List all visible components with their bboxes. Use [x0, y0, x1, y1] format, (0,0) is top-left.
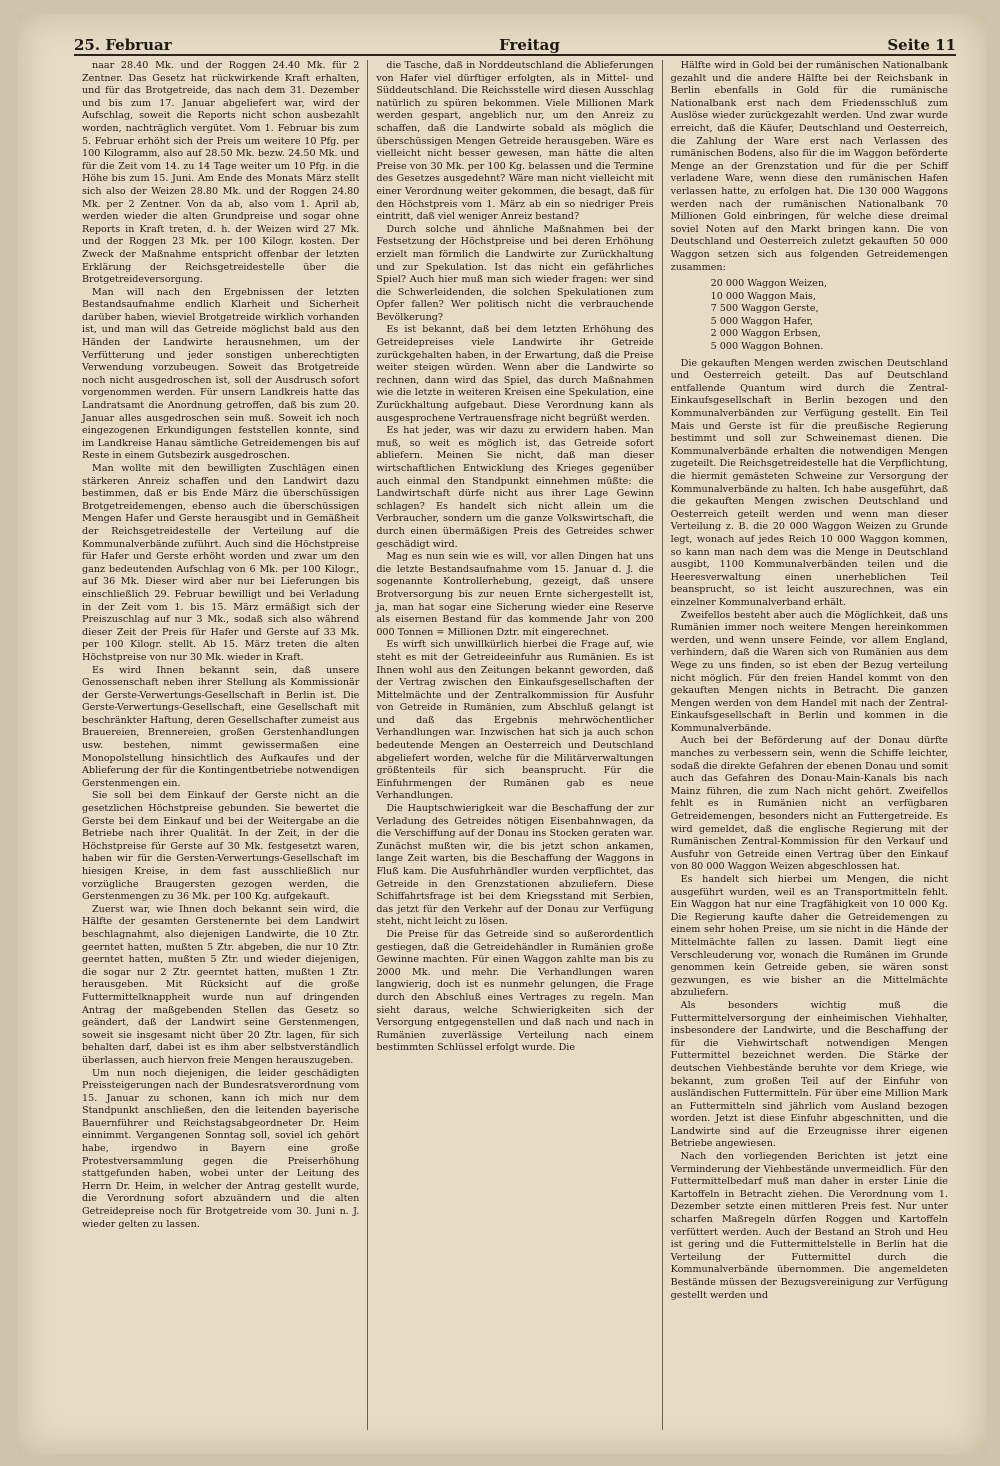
- paragraph: Auch bei der Beförderung auf der Donau dürfte manches zu verbessern sein, wenn die Schiffe leichter, sodaß die direkte Gefahren der ebenen Donau und somit auch das Gefahren des Donau-Main-Kanals bis nach Mainz führen, die zum Nach nicht gehört. Zweifellos fehlt es in Rumänien nicht an verfügbaren Getreidemengen, besonders nicht an Futtergetreide. Es wird gemeldet, daß die englische Regierung mit der Rumänischen Zentral-Kommission für den Verkauf und Ausfuhr von Getreide einen Vertrag über den Einkauf von 80 000 Waggon Weizen abgeschlossen hat.: [670, 735, 948, 873]
- text-columns: [74, 60, 956, 1430]
- paragraph: Man will nach den Ergebnissen der letzten Bestandsaufnahme endlich Klarheit und Sicherheit darüber haben, wieviel Brotgetreide wirklich vorhanden ist, und man will das Getreide möglichst bald aus den Händen der Landwirte herausnehmen, um der Verfütterung und jeder sonstigen unberechtigten Verwendung vorzubeugen. Soweit das Brotgetreide noch nicht ausgedroschen ist, soll der Ausdrusch sofort vorgenommen werden. Für unsern Landkreis hatte das Landratsamt die Anordnung getroffen, daß bis zum 20. Januar alles ausgedroschen sein muß. Soweit ich noch eingezogenen Erkundigungen feststellen konnte, sind im Landkreise Hanau sämtliche Getreidemengen bis auf Reste in einem Gutsbezirk ausgedroschen.: [82, 286, 360, 462]
- header-date: 25. Februar: [74, 36, 172, 54]
- paragraph: Die gekauften Mengen werden zwischen Deutschland und Oesterreich geteilt. Das auf Deutschland entfallende Quantum wird durch die Zentral-Einkaufsgesellschaft in Berlin bezogen und den Kommunalverbänden zur Verfügung gestellt. Ein Teil Mais und Gerste ist für die preußische Regierung bestimmt und soll zur Schweinemast dienen. Die Kommunalverbände erhalten die notwendigen Mengen zugeteilt. Die Reichsgetreidestelle hat die Verpflichtung, die hiermit gemästeten Schweine zur Versorgung der Kommunalverbände zu halten. Ich habe ausgeführt, daß die gekauften Mengen zwischen Deutschland und Oesterreich geteilt werden und wenn man dieser Verteilung z. B. die 20 000 Waggon Weizen zu Grunde legt, wonach auf jedes Reich 10 000 Waggon kommen, so kann man nach dem was die Menge in Deutschland ausgibt, 1100 Kommunalverbänden teilen und die Heeresverwaltung einen unerheblichen Teil beansprucht, so ist leicht auszurechnen, was ein einzelner Kommunalverband erhält.: [670, 357, 948, 608]
- list-item: 5 000 Waggon Hafer,: [710, 315, 814, 327]
- paragraph: Zuerst war, wie Ihnen doch bekannt sein wird, die Hälfte der gesamten Gerstenernte bei dem Landwirt beschlagnahmt, also diejenigen Landwirte, die 10 Ztr. geerntet hatten, mußten 5 Ztr. abgeben, die nur 10 Ztr. geerntet hatten, mußten 5 Ztr. und wieder diejenigen, die sogar nur 2 Ztr. geerntet hatten, mußten 1 Ztr. herausgeben. Mit Rücksicht auf die große Futtermittelknappheit wurde nun auf dringenden Antrag der maßgebenden Stellen das Gesetz so geändert, daß der Landwirt seine Gerstenmengen, soweit sie insgesamt nicht über 20 Ztr. lagen, für sich behalten darf, dabei ist es ihm aber selbstverständlich überlassen, auch hiervon freie Mengen herauszugeben.: [82, 903, 360, 1066]
- column-3: [662, 60, 956, 1430]
- paragraph: Zweifellos besteht aber auch die Möglichkeit, daß uns Rumänien immer noch weitere Mengen hereinkommen werden, und wenn unsere Feinde, vor allem England, verhindern, daß die Waren sich von Rumänien aus dem Wege zu uns finden, so ist eben der Bezug verteilung nicht möglich. Für den freien Handel kommt von den gekauften Mengen nichts in Betracht. Die ganzen Mengen werden von dem Handel mit nach der Zentral-Einkaufsgesellschaft in Berlin und kommen in die Kommunalverbände.: [670, 609, 948, 734]
- column-1: [74, 60, 367, 1430]
- paragraph: Die Hauptschwierigkeit war die Beschaffung der zur Verladung des Getreides nötigen Eisenbahnwagen, da die Verschiffung auf der Donau ins Stocken geraten war. Zunächst mußten wir, die bis jetzt schon ankamen, lange Zeit warten, bis die Beschaffung der Waggons in Fluß kam. Die Ausfuhrhändler wurden verpflichtet, das Getreide in den Grenzstationen abzuliefern. Diese Schiffahrtsfrage ist bei dem Kriegsstand mit Serbien, das jetzt für den Verkehr auf der Donau zur Verfügung steht, nicht leicht zu lösen.: [376, 803, 654, 928]
- paragraph: Es ist bekannt, daß bei dem letzten Erhöhung des Getreidepreises viele Landwirte ihr Getreide zurückgehalten haben, in der Erwartung, daß die Preise weiter steigen würden. Wenn aber die Landwirte so rechnen, dann wird das Spiel, das durch Maßnahmen wie die letzte in weiteren Kreisen eine Spekulation, eine Zurückhaltung aufgebaut. Diese Verordnung kann als ausgesprochene Vertrauensfrage nicht begrüßt werden.: [376, 324, 654, 424]
- paragraph: naar 28.40 Mk. und der Roggen 24.40 Mk. für 2 Zentner. Das Gesetz hat rückwirkende Kraft erhalten, und für das Brotgetreide, das nach dem 31. Dezember und bis zum 17. Januar abgeliefert war, wird der Aufschlag, soweit die Reports nicht schon ausbezahlt worden, nachträglich vergütet. Vom 1. Februar bis zum 5. Februar erhöht sich der Preis um weitere 10 Pfg. per 100 Kilogramm, also auf 28.50 Mk. bezw. 24.50 Mk. und für die Zeit vom 14. zu 14 Tage weiter um 10 Pfg. in die Höhe bis zum 15. Juni. Am Ende des Monats März stellt sich also der Weizen 28.80 Mk. und der Roggen 24.80 Mk. per 2 Zentner. Von da ab, also vom 1. April ab, werden wieder die alten Grundpreise und sogar ohne Reports in Kraft treten, d. h. der Weizen wird 27 Mk. und der Roggen 23 Mk. per 100 Kilogr. kosten. Der Zweck der Maßnahme entspricht offenbar der letzten Erklärung der Reichsgetreidestelle über die Brotgetreideversorgung.: [82, 60, 360, 286]
- paragraph: die Tasche, daß in Norddeutschland die Ablieferungen von Hafer viel dürftiger erfolgten, als in Mittel- und Süddeutschland. Die Reichsstelle wird diesen Ausschlag natürlich zu spüren bekommen. Viele Millionen Mark werden gespart, angeblich nur, um den Anreiz zu schaffen, daß die Landwirte sobald als möglich die überschüssigen Mengen Getreide herausgeben. Wäre es vielleicht nicht besser gewesen, man hätte die alten Preise von 30 Mk. per 100 Kg. belassen und die Termine des Gesetzes ausgedehnt? Wäre man nicht vielleicht mit einer Verordnung weiter gekommen, die besagt, daß für den Höchstpreis vom 1. März ab ein so niedriger Preis eintritt, daß viel weniger Anreiz bestand?: [376, 60, 654, 223]
- list-item: 7 500 Waggon Gerste,: [710, 303, 819, 315]
- paragraph: Nach den vorliegenden Berichten ist jetzt eine Verminderung der Viehbestände unvermeidlich. Für den Futtermittelbedarf muß man daher in erster Linie die Kartoffeln in Betracht ziehen. Die Verordnung vom 1. Dezember setzte einen mittleren Preis fest. Nur unter scharfen Maßregeln dürfen Roggen und Kartoffeln verfüttert werden. Auch der Bestand an Stroh und Heu ist gering und die Futtermittelstelle in Berlin hat die Verteilung der Futtermittel durch die Kommunalverbände übernommen. Die angemeldeten Bestände müssen der Bezugsvereinigung zur Verfügung gestellt werden und: [670, 1151, 948, 1301]
- page-header: [74, 32, 956, 56]
- header-page-number: Seite 11: [887, 36, 956, 54]
- newspaper-page: [18, 14, 986, 1454]
- paragraph: Es hat jeder, was wir dazu zu erwidern haben. Man muß, so weit es möglich ist, das Getreide sofort abliefern. Meinen Sie nicht, daß man dieser wirtschaftlichen Entwicklung des Krieges gegenüber auch einmal den Standpunkt einnehmen müßte: die Landwirtschaft dürfe nicht aus ihrer Lage Gewinn schlagen? Es handelt sich nicht allein um die Verbraucher, sondern um die ganze Volkswirtschaft, die durch einen übermäßigen Preis des Getreides schwer geschädigt wird.: [376, 425, 654, 550]
- list-item: 10 000 Waggon Mais,: [710, 290, 816, 302]
- paragraph: Es wird Ihnen bekannt sein, daß unsere Genossenschaft neben ihrer Stellung als Kommissionär der Gerste-Verwertungs-Gesellschaft in Berlin ist. Die Gerste-Verwertungs-Gesellschaft, eine Gesellschaft mit beschränkter Haftung, deren Gesellschafter zumeist aus Brauereien, Brennereien, großen Gerstenhandlungen usw. bestehen, nimmt gewissermaßen eine Monopolstellung hinsichtlich des Aufkaufes und der Ablieferung der für die Kontingentbetriebe notwendigen Gerstenmengen ein.: [82, 664, 360, 789]
- paragraph: Sie soll bei dem Einkauf der Gerste nicht an die gesetzlichen Höchstpreise gebunden. Sie bewertet die Gerste bei dem Einkauf und bei der Weitergabe an die Betriebe nach ihrer Qualität. In der Zeit, in der die Höchstpreise für Gerste auf 30 Mk. festgesetzt waren, haben wir für die Gersten-Verwertungs-Gesellschaft im hiesigen Kreise, in dem fast ausschließlich nur vorzügliche Braugersten gezogen werden, die Gerstenmengen zu 36 Mk. per 100 Kg. aufgekauft.: [82, 790, 360, 903]
- paragraph: Durch solche und ähnliche Maßnahmen bei der Festsetzung der Höchstpreise und bei deren Erhöhung erzielt man förmlich die Landwirte zur Zurückhaltung und zur Spekulation. Ist das nicht ein gefährliches Spiel? Auch hier muß man sich wieder fragen: wer sind die Schwerleidenden, die solchen Spekulationen zum Opfer fallen? Wer politisch nicht die verbrauchende Bevölkerung?: [376, 223, 654, 323]
- paragraph: Es wirft sich unwillkürlich hierbei die Frage auf, wie steht es mit der Getreideeinfuhr aus Rumänien. Es ist Ihnen wohl aus den Zeitungen bekannt geworden, daß der Vertrag zwischen den Einkaufsgesellschaften der Mittelmächte und der Zentralkommission für Ausfuhr von Getreide in Rumänien, zum Abschluß gelangt ist und daß das Ergebnis mehrwöchentlicher Verhandlungen war. Inzwischen hat sich ja auch schon bedeutende Mengen an Oesterreich und Deutschland abgeliefert worden, welche für die Militärverwaltungen größtenteils für sich beansprucht. Für die Einfuhrmengen der Rumänen gab es neue Verhandlungen.: [376, 639, 654, 802]
- paragraph: Um nun noch diejenigen, die leider geschädigten Preissteigerungen nach der Bundesratsverordnung vom 15. Januar zu schonen, kann ich mich nur dem Standpunkt anschließen, den die leitenden bayerische Bauernführer und Reichstagsabgeordneter Dr. Heim einnimmt. Vergangenen Sonntag soll, soviel ich gehört habe, irgendwo in Bayern eine große Protestversammlung gegen die Preiserhöhung stattgefunden haben, wobei unter der Leitung des Herrn Dr. Heim, in welcher der Antrag gestellt wurde, die Verordnung sofort abzuändern und die alten Getreidepreise noch für Brotgetreide vom 30. Juni n. J. wieder gelten zu lassen.: [82, 1067, 360, 1230]
- column-2: [367, 60, 661, 1430]
- paragraph: Als besonders wichtig muß die Futtermittelversorgung der einheimischen Viehhalter, insbesondere der Landwirte, und die Beschaffung der für die Viehwirtschaft notwendigen Mengen Futtermittel bezeichnet werden. Die Stärke der deutschen Viehbestände beruhte vor dem Kriege, wie bekannt, zum großen Teil auf der Einfuhr von ausländischen Futtermitteln. Für über eine Million Mark an Futtermitteln sind jährlich vom Ausland bezogen worden. Jetzt ist diese Einfuhr abgeschnitten, und die Landwirte sind auf die Erzeugnisse ihrer eigenen Betriebe angewiesen.: [670, 999, 948, 1150]
- paragraph: Mag es nun sein wie es will, vor allen Dingen hat uns die letzte Bestandsaufnahme vom 15. Januar d. J. die sogenannte Kontrollerhebung, gezeigt, daß unsere Brotversorgung bis zur neuen Ernte sichergestellt ist, ja, man hat sogar eine Sicherung wieder eine Reserve als eisernen Bestand für das kommende Jahr von 200 000 Tonnen = Millionen Dztr. mit eingerechnet.: [376, 551, 654, 638]
- paragraph: Hälfte wird in Gold bei der rumänischen Nationalbank gezahlt und die andere Hälfte bei der Reichsbank in Berlin ebenfalls in Gold für die rumänische Nationalbank erst nach dem Friedensschluß zum Auslöse wieder zurückgezahlt werden. Und zwar wurde erreicht, daß die Käufer, Deutschland und Oesterreich, die Zahlung der Ware erst nach Verlassen des rumänischen Bodens, also für die im Waggon beförderte Menge an der Grenzstation und für die per Schiff verladene Ware, wenn diese den rumänischen Hafen verlassen hatte, zu erfolgen hat. Die 130 000 Waggons werden nach der rumänischen Nationalbank 70 Millionen Gold einbringen, für welche diese dreimal soviel Noten auf den Markt bringen kann. Die von Deutschland und Oesterreich zuletzt gekauften 50 000 Waggon setzen sich aus folgenden Getreidemengen zusammen:: [670, 60, 948, 273]
- list-item: 5 000 Waggon Bohnen.: [710, 341, 824, 353]
- list-item: 20 000 Waggon Weizen,: [710, 278, 828, 290]
- waggon-list: [711, 278, 948, 354]
- list-item: 2 000 Waggon Erbsen,: [710, 328, 821, 340]
- paragraph: Die Preise für das Getreide sind so außerordentlich gestiegen, daß die Getreidehändler in Rumänien große Gewinne machten. Für einen Waggon zahlte man bis zu 2000 Mk. und mehr. Die Verhandlungen waren langwierig, doch ist es nunmehr gelungen, die Frage durch den Abschluß eines Vertrages zu regeln. Man sieht daraus, welche Schwierigkeiten sich der Versorgung entgegenstellen und daß nach und nach in Rumänien zuverlässige Verteilung nach einem bestimmten Schlüssel erfolgt wurde. Die: [376, 928, 654, 1054]
- paragraph: Man wollte mit den bewilligten Zuschlägen einen stärkeren Anreiz schaffen und den Landwirt dazu bestimmen, daß er bis Ende März die überschüssigen Brotgetreidemengen, ebenso auch die überschüssigen Mengen Hafer und Gerste herausgibt und in Gemäßheit der Reichsgetreidestelle der Verteilung auf die Kommunalverbände zuführt. Auch sind die Höchstpreise für Hafer und Gerste erhöht worden und zwar um den ganz bedeutenden Aufschlag von 6 Mk. per 100 Kilogr., auf 36 Mk. Dieser wird aber nur bei Lieferungen bis einschließlich 29. Februar bewilligt und bei Verladung in der Zeit vom 1. bis 15. März ermäßigt sich der Preiszuschlag auf nur 3 Mk., sodaß sich also während dieser Zeit der Preis für Hafer und Gerste auf 33 Mk. per 100 Kilogr. stellt. Ab 15. März treten die alten Höchstpreise von nur 30 Mk. wieder in Kraft.: [82, 463, 360, 663]
- paragraph: Es handelt sich hierbei um Mengen, die nicht ausgeführt wurden, weil es an Transportmitteln fehlt. Ein Waggon hat nur eine Tragfähigkeit von 10 000 Kg. Die Regierung kaufte daher die Getreidemengen zu einem sehr hohen Preise, um sie nicht in die Hände der Mittelmächte fallen zu lassen. Damit liegt eine Verschleuderung vor, wonach die Rumänen im Grunde genommen kein Getreide geben, sie wären sonst gezwungen, es wie bisher an die Mittelmächte abzuliefern.: [670, 874, 948, 999]
- header-paper-name: Freitag: [499, 36, 560, 54]
